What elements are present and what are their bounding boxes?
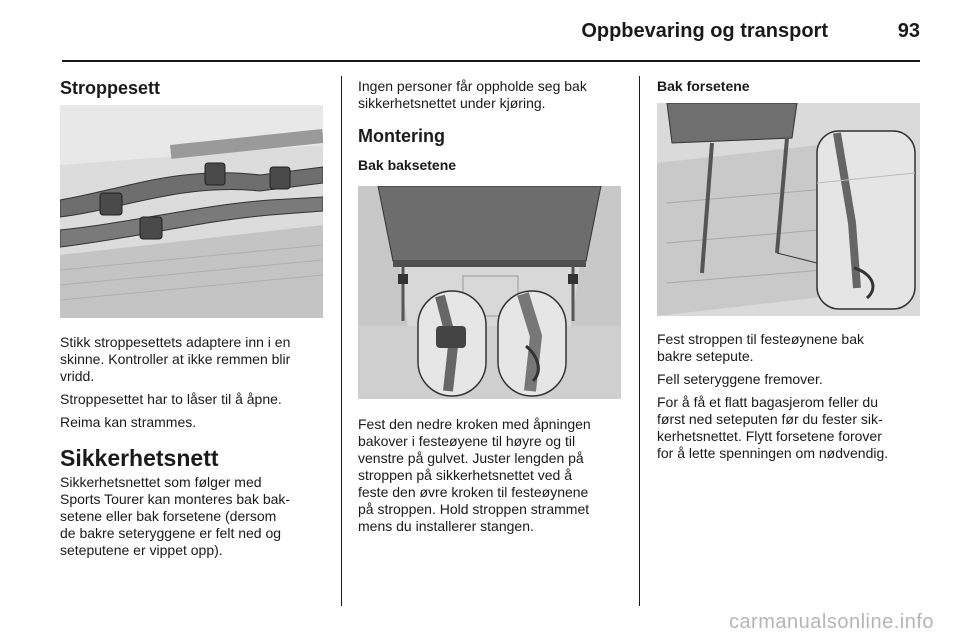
- front-seats-illustration: [657, 103, 920, 316]
- column-divider-2: [639, 76, 640, 606]
- paragraph-flat-cargo: For å få et flatt bagasjerom feller du først ned seteputen før du fester sik- kerhetsnettet. Flytt forsetene forover for å lette spenningen om nødvendig.: [657, 394, 889, 461]
- paragraph-no-persons: Ingen personer får oppholde seg bak sikkerhetsnettet under kjøring.: [358, 78, 587, 111]
- column-2: [358, 78, 624, 173]
- paragraph-tighten: Reima kan strammes.: [60, 414, 197, 430]
- section-heading-montering: Montering: [358, 126, 445, 146]
- subheading-behind-rear-seats: Bak baksetene: [358, 157, 457, 173]
- paragraph-fasten-strap: Fest stroppen til festeøynene bak bakre setepute.: [657, 331, 864, 364]
- header-rule: [62, 60, 920, 62]
- column-3: [657, 78, 923, 94]
- figure-strap-kit: [60, 105, 323, 318]
- watermark-footer: carmanualsonline.info: [728, 611, 934, 633]
- figure-front-seats-install: [657, 103, 920, 316]
- rear-seats-illustration: [358, 186, 621, 399]
- strap-kit-illustration: [60, 105, 323, 318]
- page-header-title: Oppbevaring og transport: [581, 20, 828, 42]
- column-divider-1: [341, 76, 342, 606]
- paragraph-adapters: Stikk stroppesettets adaptere inn i en skinne. Kontroller at ikke remmen blir vridd.: [60, 334, 291, 384]
- paragraph-fold-backs: Fell seteryggene fremover.: [657, 371, 823, 387]
- column-1: [60, 78, 326, 99]
- paragraph-two-locks: Stroppesettet har to låser til å åpne.: [60, 391, 282, 407]
- page-number: 93: [897, 20, 920, 42]
- section-heading-stroppesett: Stroppesett: [60, 78, 161, 98]
- section-heading-sikkerhetsnett: Sikkerhetsnett: [60, 445, 219, 471]
- paragraph-safety-net-intro: Sikkerhetsnettet som følger med Sports Tourer kan monteres bak bak- setene eller bak forsetene (dersom de bakre seteryggene er felt ned og seteputene er vippet opp).: [60, 474, 291, 558]
- paragraph-lower-hook: Fest den nedre kroken med åpningen bakover i festeøyene til høyre og til venstre på gulvet. Juster lengden på stroppen på sikkerhetsnettet ved å feste den øvre kroken til festeøynene på stroppen. Hold stroppen strammet mens du installerer stangen.: [358, 416, 591, 534]
- figure-rear-seats-install: [358, 186, 621, 399]
- subheading-behind-front-seats: Bak forsetene: [657, 78, 750, 94]
